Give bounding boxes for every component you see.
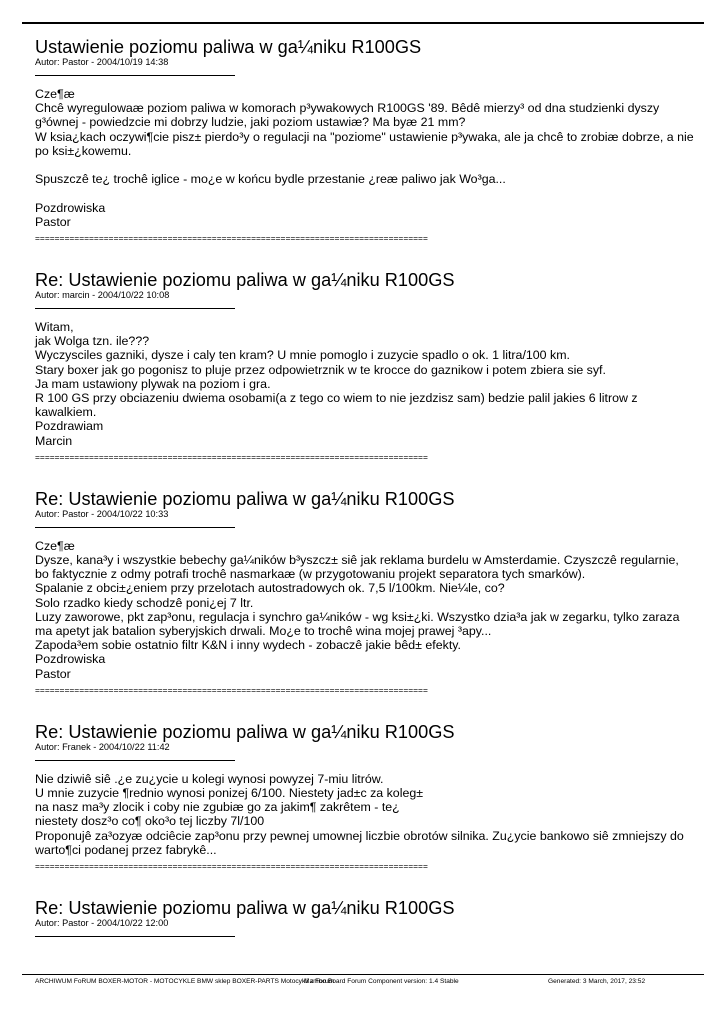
footer-rule [22,974,704,975]
post-body-line: Marcin [35,433,73,448]
forum-post [35,722,707,871]
post-body-line: U mnie zuzycie ¶rednio wynosi ponizej 6/100. Niestety jad±c za koleg± [35,786,424,801]
post-body-line: Chcê wyregulowaæ poziom paliwa w komorach p³ywakowych R100GS '89. Bêdê mierzy³ od dna studzienki dyszy [35,101,660,116]
footer-generated-date: Generated: 3 March, 2017, 23:52 [548,978,646,985]
post-body-line [35,186,707,200]
post-body-line: W ksia¿kach oczywi¶cie pisz± pierdo³y o regulacji na "poziome" ustawienie p³ywaka, ale ja chcê to zrobiæ dobrze, a nie [35,129,694,144]
post-body-line: Witam, [35,320,74,334]
post-body-line: Luzy zaworowe, pkt zap³onu, regulacja i synchro ga¼ników - wg ksi±¿ki. Wszystko dzia³a jak w zegarku, tylko zaraza [35,609,680,624]
post-body-line: Dysze, kana³y i wszystkie bebechy ga¼ników b³yszcz± siê jak reklama burdelu w Amsterdamie. Czyszczê regularnie, [35,553,679,568]
post-body-line: g³ównej - powiedzcie mi dobrzy ludzie, jaki poziom ustawiæ? Ma byæ 21 mm? [35,115,466,130]
post-body-line: jak Wolga tzn. ile??? [35,334,150,349]
thread-content [35,37,707,964]
post-title: Re: Ustawienie poziomu paliwa w ga¼niku R100GS [35,721,455,742]
forum-post [35,270,707,462]
forum-post [35,37,707,243]
page-footer [35,977,685,987]
post-author-date: Autor: marcin - 2004/10/22 10:08 [35,290,170,300]
post-separator: ================================================================================ [35,861,428,872]
post-body-line: Spalanie z obci±¿eniem przy przelotach autostradowych ok. 7,5 l/100km. Nie¼le, co? [35,581,505,596]
footer-archive-text: ARCHIWUM FoRUM BOXER-MOTOR - MOTOCYKLE BMW sklep BOXER-PARTS Motocykli z Forum [35,978,335,985]
post-body-line: Nie dziwiê siê .¿e zu¿ycie u kolegi wynosi powyzej 7-miu litrów. [35,771,384,786]
post-author-date: Autor: Franek - 2004/10/22 11:42 [35,741,170,752]
post-author-date: Autor: Pastor - 2004/10/19 14:38 [35,57,169,67]
post-body-line: Pozdrawiam [35,419,104,434]
post-separator: ================================================================================ [35,451,428,462]
post-body-line: Pozdrowiska [35,652,106,667]
post-body-line: Spuszczê te¿ trochê iglice - mo¿e w końcu bydle przestanie ¿reæ paliwo jak Wo³ga... [35,172,506,187]
post-body-line: Ja mam ustawiony plywak na poziom i gra. [35,376,271,391]
post-body-line: Zapoda³em sobie ostatnio filtr K&N i inny wydech - zobaczê jakie bêd± efekty. [35,638,461,653]
post-separator: ================================================================================ [35,233,428,243]
post-body-line: Pozdrowiska [35,200,106,215]
title-underline [35,760,235,761]
post-body-line: Cze¶æ [35,87,75,101]
post-body-line: Cze¶æ [35,538,75,553]
post-body-line: R 100 GS przy obciazeniu dwiema osobami(a z tego co wiem to nie jezdzisz sam) bedzie palil jakies 6 litrow z [35,391,638,406]
post-body-line: Stary boxer jak go pogonisz to pluje przez odpowietrznik w te krocce do gaznikow i potem zbiera sie syf. [35,362,606,377]
post-body-line: ma apetyt jak batalion syberyjskich drwali. Mo¿e to trochê wina mojej prawej ³apy... [35,624,492,639]
post-body [35,320,707,448]
post-title: Re: Ustawienie poziomu paliwa w ga¼niku R100GS [35,898,455,919]
title-underline [35,936,235,937]
post-body-line: warto¶ci podanej przez fabrykê... [35,842,217,857]
post-body [35,87,707,229]
post-body-line: Wyczysciles gazniki, dysze i caly ten kram? U mnie pomoglo i zuzycie spadlo o ok. 1 litra/100 km. [35,348,570,363]
post-author-date: Autor: Pastor - 2004/10/22 10:33 [35,508,169,519]
title-underline [35,527,235,528]
post-body-line: Pastor [35,666,71,681]
title-underline [35,308,235,309]
post-body-line: kawalkiem. [35,405,97,420]
top-rule [22,22,704,24]
post-body-line: Pastor [35,214,71,229]
post-title: Re: Ustawienie poziomu paliwa w ga¼niku R100GS [35,270,455,290]
footer-component-version: Mambo Board Forum Component version: 1.4 Stable [304,978,459,985]
post-body-line: bo faktycznie z odmy potrafi trochê nasmarkaæ (w przygotowaniu projekt separatora tych smarków). [35,567,586,582]
post-body-line: po ksi±¿kowemu. [35,143,132,158]
post-author-date: Autor: Pastor - 2004/10/22 12:00 [35,918,169,929]
post-body [35,539,707,681]
forum-post [35,489,707,695]
post-body-line: na nasz ma³y zlocik i coby nie zgubiæ go za jakim¶ zakrêtem - te¿ [35,800,400,815]
forum-post [35,898,707,937]
post-body-line: Solo rzadko kiedy schodzê poni¿ej 7 ltr. [35,595,254,610]
post-separator: ================================================================================ [35,684,428,695]
post-title: Re: Ustawienie poziomu paliwa w ga¼niku R100GS [35,488,455,509]
post-body [35,772,707,857]
post-body-line: Proponujê za³ozyæ odciêcie zap³onu przy pewnej umownej liczbie obrotów silnika. Zu¿ycie bankowo siê zmniejszy do [35,828,684,843]
post-title: Ustawienie poziomu paliwa w ga¼niku R100GS [35,37,422,57]
post-body-line [35,158,707,172]
post-body-line: niestety dosz³o co¶ oko³o tej liczby 7l/100 [35,814,265,829]
title-underline [35,75,235,76]
